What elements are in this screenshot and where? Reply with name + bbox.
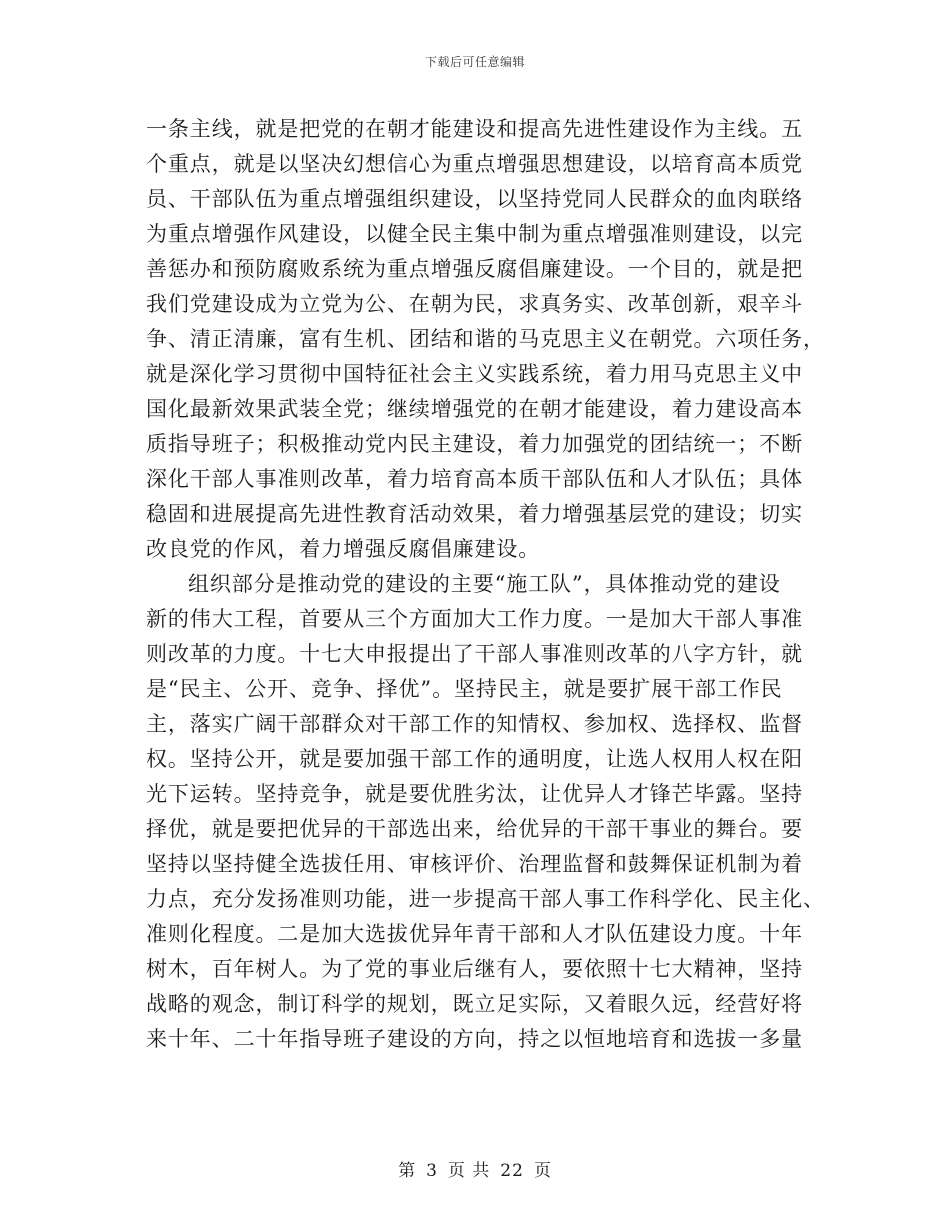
footer-suffix: 页 — [533, 1161, 552, 1181]
footer-page-number: 3 — [426, 1161, 438, 1181]
text-line: 改良党的作风，着力增强反腐倡廉建设。 — [146, 537, 541, 561]
text-line: 国化最新效果武装全党；继续增强党的在朝才能建设，着力建设高本 — [146, 397, 803, 421]
text-line: 争、清正清廉，富有生机、团结和谐的马克思主义在朝党。六项任务， — [146, 327, 825, 351]
text-line: 一条主线，就是把党的在朝才能建设和提高先进性建设作为主线。五 — [146, 117, 803, 141]
text-line: 就是深化学习贯彻中国特征社会主义实践系统，着力用马克思主义中 — [146, 362, 803, 386]
text-line: 则改革的力度。十七大申报提出了干部人事准则改革的八字方针，就 — [146, 642, 803, 666]
text-line: 战略的观念，制订科学的规划，既立足实际，又着眼久远，经营好将 — [146, 992, 803, 1016]
text-line: 稳固和进展提高先进性教育活动效果，着力增强基层党的建设；切实 — [146, 502, 803, 526]
text-line: 为重点增强作风建设，以健全民主集中制为重点增强准则建设，以完 — [146, 222, 803, 246]
text-line: 善惩办和预防腐败系统为重点增强反腐倡廉建设。一个目的，就是把 — [146, 257, 803, 281]
footer-total-pages: 22 — [500, 1161, 524, 1181]
page-footer — [0, 1156, 950, 1181]
text-line: 深化干部人事准则改革，着力培育高本质干部队伍和人才队伍；具体 — [146, 467, 803, 491]
text-line: 新的伟大工程，首要从三个方面加大工作力度。一是加大干部人事准 — [146, 607, 803, 631]
text-line: 我们党建设成为立党为公、在朝为民，求真务实、改革创新，艰辛斗 — [146, 292, 803, 316]
text-line: 主，落实广阔干部群众对干部工作的知情权、参加权、选择权、监督 — [146, 712, 803, 736]
header-note: 下载后可任意编辑 — [424, 55, 525, 69]
paragraph-start-line: 组织部分是推动党的建设的主要“施工队”，具体推动党的建设 — [188, 572, 781, 596]
text-line: 光下运转。坚持竞争，就是要优胜劣汰，让优异人才锋芒毕露。坚持 — [146, 782, 803, 806]
text-line: 是“民主、公开、竞争、择优”。坚持民主，就是要扩展干部工作民 — [146, 677, 783, 701]
text-line: 质指导班子；积极推动党内民主建设，着力加强党的团结统一；不断 — [146, 432, 803, 456]
text-line: 力点，充分发扬准则功能，进一步提高干部人事工作科学化、民主化、 — [146, 887, 825, 911]
text-line: 择优，就是要把优异的干部选出来，给优异的干部干事业的舞台。要 — [146, 817, 803, 841]
text-line: 坚持以坚持健全选拔任用、审核评价、治理监督和鼓舞保证机制为着 — [146, 852, 803, 876]
footer-prefix: 第 — [398, 1161, 417, 1181]
text-line: 权。坚持公开，就是要加强干部工作的通明度，让选人权用人权在阳 — [146, 747, 803, 771]
body-text — [146, 112, 825, 1057]
text-line: 准则化程度。二是加大选拔优异年青干部和人才队伍建设力度。十年 — [146, 922, 803, 946]
text-line: 员、干部队伍为重点增强组织建设，以坚持党同人民群众的血肉联络 — [146, 187, 803, 211]
text-line: 个重点，就是以坚决幻想信心为重点增强思想建设，以培育高本质党 — [146, 152, 803, 176]
text-line: 来十年、二十年指导班子建设的方向，持之以恒地培育和选拔一多量 — [146, 1027, 803, 1051]
text-line: 树木，百年树人。为了党的事业后继有人，要依照十七大精神，坚持 — [146, 957, 803, 981]
footer-middle: 页 共 — [447, 1161, 491, 1181]
